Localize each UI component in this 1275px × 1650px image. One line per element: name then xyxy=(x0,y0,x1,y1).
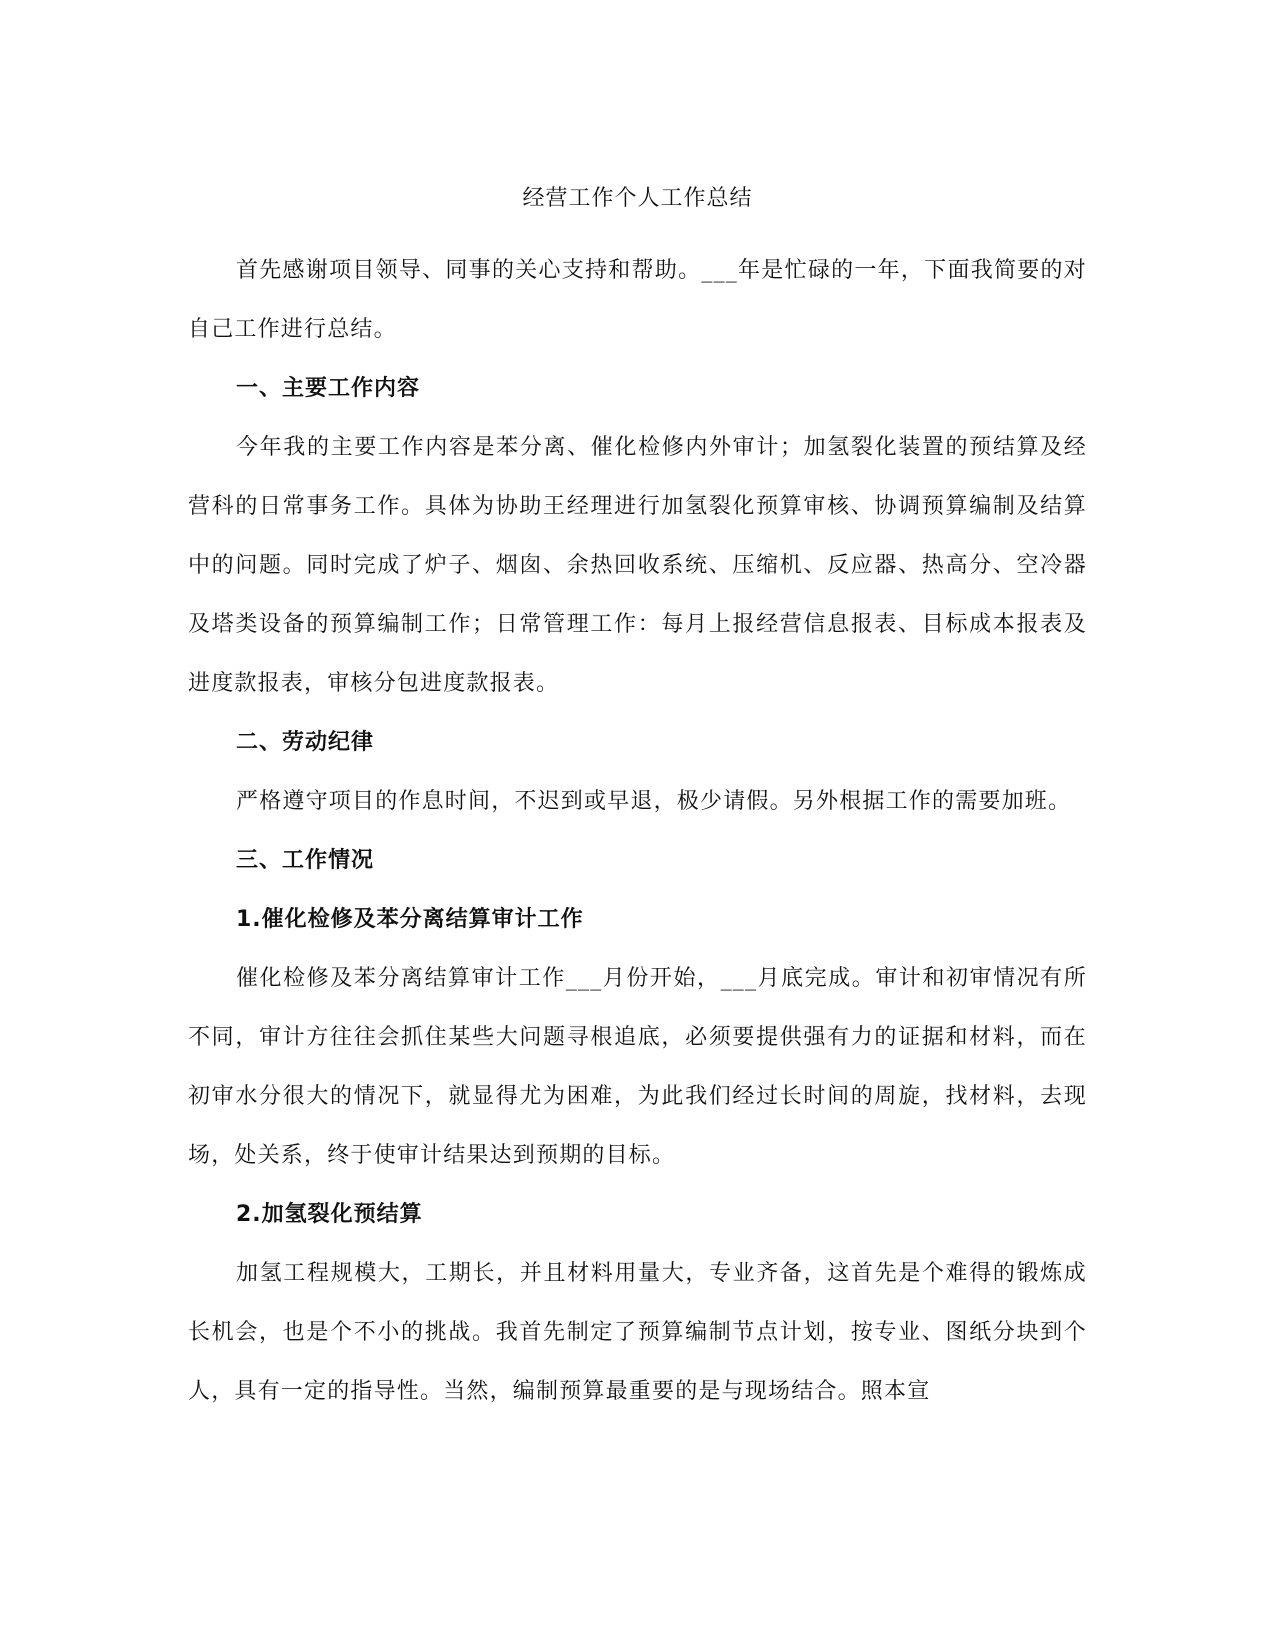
subsection-heading-audit: 1.催化检修及苯分离结算审计工作 xyxy=(236,907,584,932)
section-heading-work-situation: 三、工作情况 xyxy=(236,848,375,873)
intro-paragraph: 首先感谢项目领导、同事的关心支持和帮助。___年是忙碌的一年，下面我简要的对自己工作进行总结。 xyxy=(188,258,1087,342)
document-body xyxy=(188,183,1087,1421)
document-title: 经营工作个人工作总结 xyxy=(522,186,753,211)
hydrocracking-paragraph: 加氢工程规模大，工期长，并且材料用量大，专业齐备，这首先是个难得的锻炼成长机会，也是个不小的挑战。我首先制定了预算编制节点计划，按专业、图纸分块到个人，具有一定的指导性。当然，编制预算最重要的是与现场结合。照本宣 xyxy=(188,1261,1087,1404)
section-heading-labor-discipline: 二、劳动纪律 xyxy=(236,730,375,755)
section-heading-main-work: 一、主要工作内容 xyxy=(236,376,421,401)
audit-paragraph: 催化检修及苯分离结算审计工作___月份开始，___月底完成。审计和初审情况有所不同，审计方往往会抓住某些大问题寻根追底，必须要提供强有力的证据和材料，而在初审水分很大的情况下，就显得尤为困难，为此我们经过长时间的周旋，找材料，去现场，处关系，终于使审计结果达到预期的目标。 xyxy=(188,966,1087,1168)
subsection-heading-hydrocracking: 2.加氢裂化预结算 xyxy=(236,1202,423,1227)
main-work-paragraph: 今年我的主要工作内容是苯分离、催化检修内外审计；加氢裂化装置的预结算及经营科的日常事务工作。具体为协助王经理进行加氢裂化预算审核、协调预算编制及结算中的问题。同时完成了炉子、烟囱、余热回收系统、压缩机、反应器、热高分、空冷器及塔类设备的预算编制工作；日常管理工作：每月上报经营信息报表、目标成本报表及进度款报表，审核分包进度款报表。 xyxy=(188,435,1087,696)
labor-discipline-paragraph: 严格遵守项目的作息时间，不迟到或早退，极少请假。另外根据工作的需要加班。 xyxy=(236,789,1072,814)
